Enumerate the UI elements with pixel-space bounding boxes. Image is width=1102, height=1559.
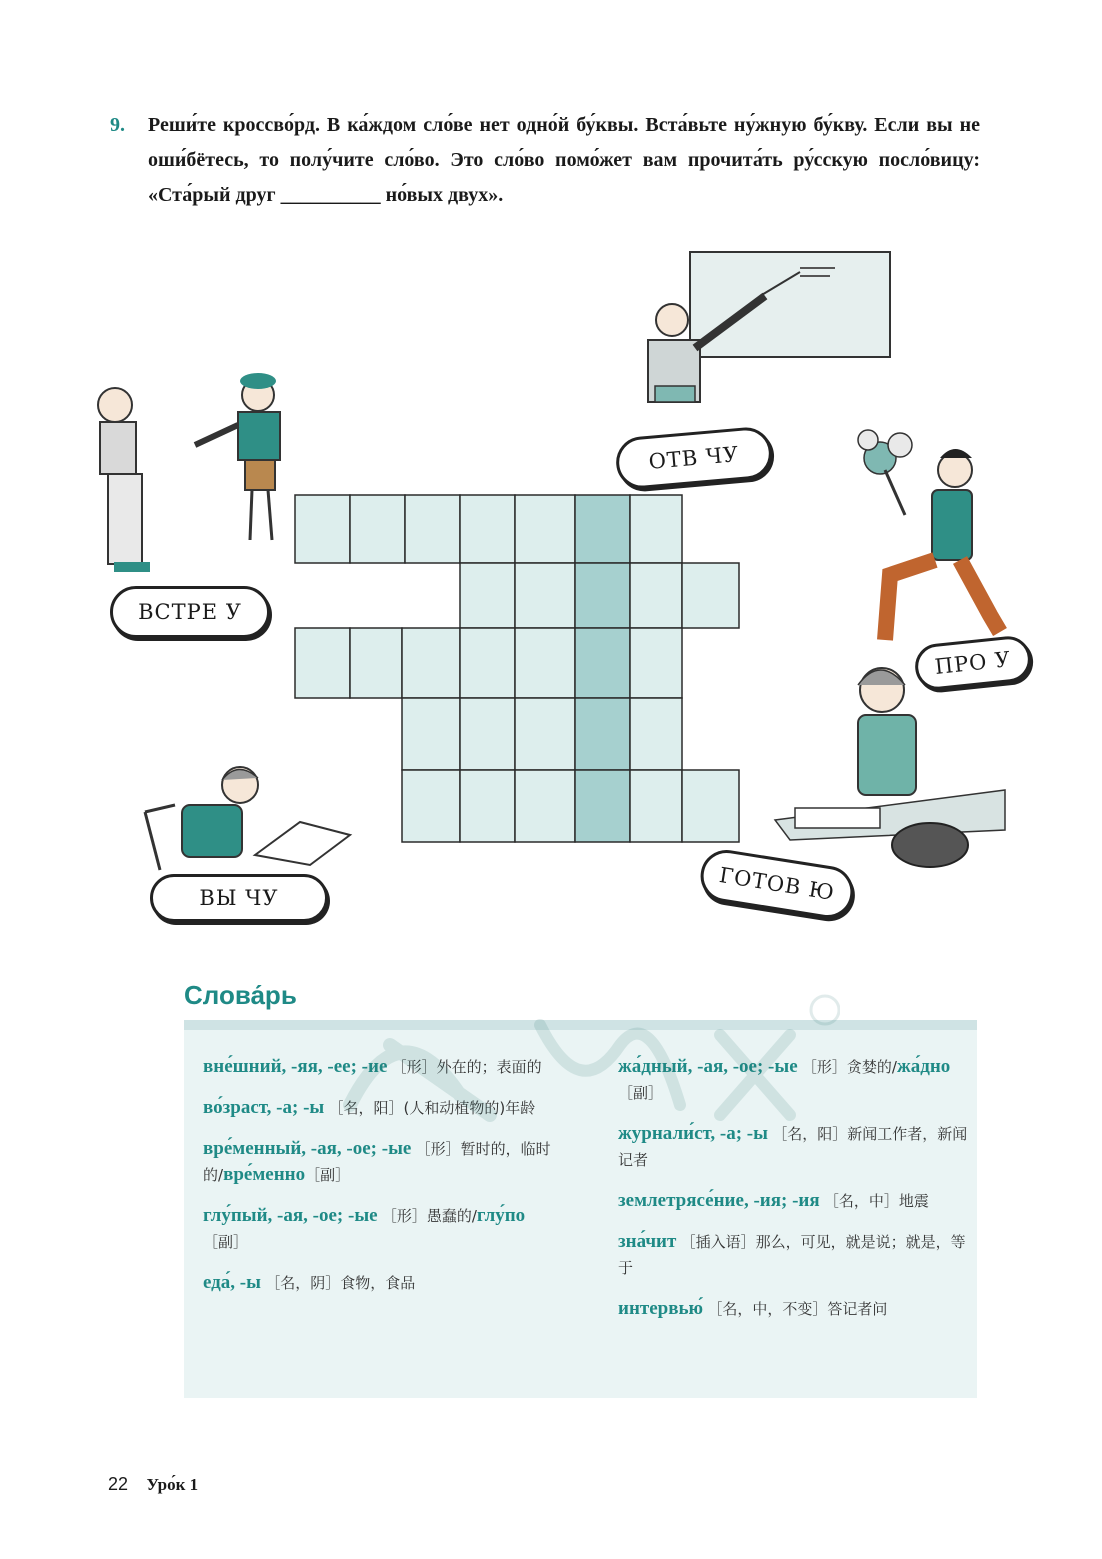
entry-extra-gloss: ［副］: [618, 1084, 664, 1102]
entry-headword: интервью́: [618, 1298, 704, 1319]
bubble-vstrechu: ВСТРЕ У: [110, 586, 270, 638]
entry-gloss: ［名，中，不变］答记者问: [707, 1300, 888, 1318]
entry-extra-headword: вре́менно: [223, 1164, 306, 1185]
dictionary-entry: [203, 1203, 553, 1255]
dictionary-entry: [203, 1095, 553, 1121]
entry-gloss: ［形］暂时的，临时的/: [203, 1140, 551, 1184]
entry-headword: глу́пый, -ая, -ое; -ые: [203, 1205, 378, 1226]
dictionary-entry: [203, 1136, 553, 1188]
entry-headword: во́зраст, -а; -ы: [203, 1097, 325, 1118]
entry-extra-gloss: ［副］: [305, 1166, 351, 1184]
entry-extra-headword: жа́дно: [896, 1056, 951, 1077]
dictionary-entry: [203, 1270, 553, 1296]
entry-gloss: ［名，阳］(人和动植物的)年龄: [328, 1099, 536, 1117]
bubble-proshu: ПРО У: [913, 634, 1033, 692]
entry-gloss: ［插入语］那么，可见，就是说；就是，等于: [618, 1233, 966, 1277]
crossword-grid: [295, 495, 739, 842]
two-boys-illustration: [98, 373, 280, 572]
page-number: 22: [108, 1474, 129, 1494]
student-reading-illustration: [145, 767, 350, 870]
entry-gloss: ［名，中］地震: [823, 1192, 929, 1210]
entry-headword: жа́дный, -ая, -ое; -ые: [618, 1056, 798, 1077]
entry-extra-headword: глу́по: [476, 1205, 526, 1226]
entry-headword: зна́чит: [618, 1231, 677, 1252]
bubble-otvechu: ОТВ ЧУ: [614, 425, 774, 490]
dictionary-entry: [618, 1188, 968, 1214]
entry-gloss: ［形］贪婪的/: [801, 1058, 897, 1076]
dictionary-entry: [618, 1296, 968, 1322]
dictionary-box: [184, 1020, 977, 1398]
entry-gloss: ［名，阴］食物，食品: [265, 1274, 416, 1292]
dictionary-entry: [203, 1054, 553, 1080]
entry-extra-gloss: ［副］: [203, 1233, 249, 1251]
dictionary-entry: [618, 1229, 968, 1281]
entry-gloss: ［形］愚蠢的/: [381, 1207, 477, 1225]
entry-gloss: ［形］外在的；表面的: [391, 1058, 542, 1076]
entry-headword: вне́шний, -яя, -ее; -ие: [203, 1056, 388, 1077]
bubble-vyuchu: ВЫ ЧУ: [150, 874, 328, 922]
dictionary-entry: [618, 1121, 968, 1173]
lesson-label: Уро́к 1: [146, 1475, 199, 1494]
dictionary-title: Слова́рь: [184, 980, 297, 1010]
exercise-number: 9.: [110, 114, 125, 136]
entry-headword: еда́, -ы: [203, 1272, 261, 1293]
woman-cooking-illustration: [775, 668, 1005, 867]
entry-headword: журнали́ст, -а; -ы: [618, 1123, 768, 1144]
entry-headword: землетрясе́ние, -ия; -ия: [618, 1190, 820, 1211]
entry-headword: вре́менный, -ая, -ое; -ые: [203, 1138, 412, 1159]
page-footer: [108, 1474, 198, 1495]
bubble-gotovlyu: ГОТОВ Ю: [697, 846, 857, 921]
exercise-text: Реши́те кроссво́рд. В ка́ждом сло́ве нет одно́й бу́квы. Вста́вьте ну́жную бу́кву. Если вы не оши́бётесь, то полу́чите сло́во. Это сло́во помо́жет вам прочита́ть ру́сскую посло́вицу: «Ста́рый друг __________ но́вых двух».: [148, 114, 980, 206]
teacher-illustration: [648, 252, 890, 402]
dictionary-column-left: [203, 1054, 553, 1311]
entry-gloss: ［名，阳］新闻工作者，新闻记者: [618, 1125, 968, 1169]
dictionary-entry: [618, 1054, 968, 1106]
dictionary-column-right: [618, 1054, 968, 1337]
man-with-flowers-illustration: [858, 430, 1000, 640]
